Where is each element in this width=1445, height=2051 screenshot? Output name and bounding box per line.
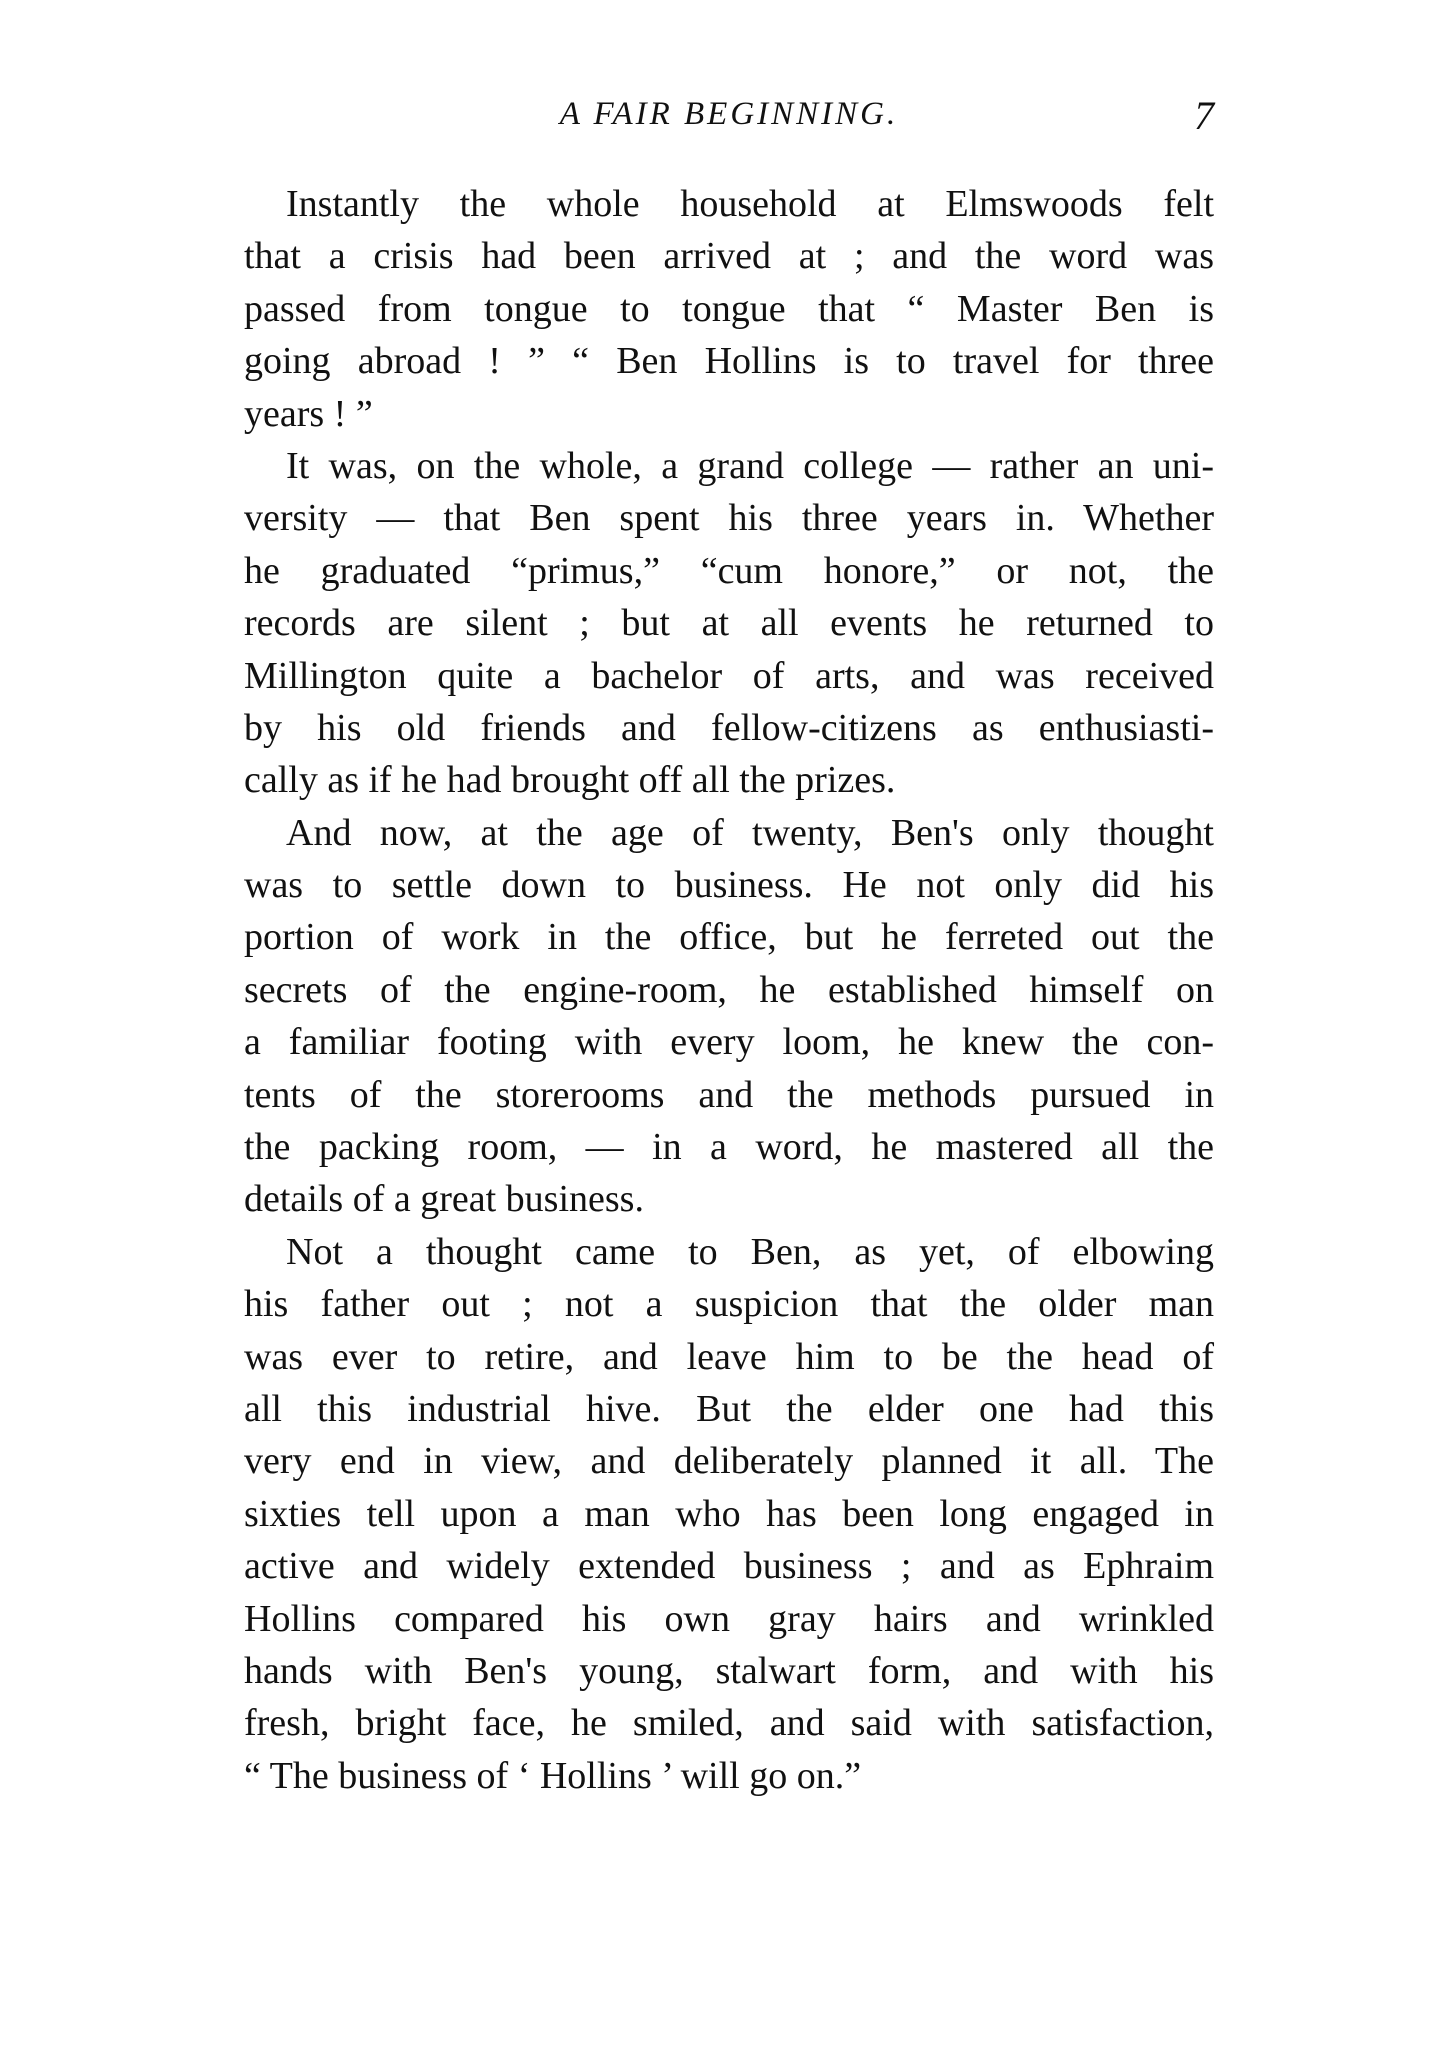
text-line: hands with Ben's young, stalwart form, and with his [244, 1649, 1214, 1692]
text-line: years ! ” [244, 392, 373, 435]
text-line: a familiar footing with every loom, he knew the con- [244, 1021, 1214, 1064]
page-number: 7 [1194, 93, 1214, 138]
text-line: versity — that Ben spent his three years in. Whether [244, 497, 1214, 540]
text-line: by his old friends and fellow-citizens as enthusiasti- [244, 706, 1214, 749]
text-line: that a crisis had been arrived at ; and the word was [244, 235, 1214, 278]
text-line: very end in view, and deliberately planned it all. The [244, 1440, 1214, 1483]
text-line: active and widely extended business ; and as Ephraim [244, 1545, 1214, 1588]
running-title: A FAIR BEGINNING. [559, 96, 899, 132]
text-line: “ The business of ‘ Hollins ’ will go on.” [244, 1754, 862, 1797]
text-line: portion of work in the office, but he ferreted out the [244, 916, 1214, 959]
text-line: Not a thought came to Ben, as yet, of elbowing [286, 1230, 1214, 1273]
text-line: was ever to retire, and leave him to be the head of [244, 1335, 1214, 1378]
text-line: passed from tongue to tongue that “ Master Ben is [244, 287, 1214, 330]
text-line: he graduated “primus,” “cum honore,” or not, the [244, 549, 1214, 592]
text-line: Millington quite a bachelor of arts, and was received [244, 654, 1214, 697]
text-line: all this industrial hive. But the elder one had this [244, 1387, 1214, 1430]
text-line: sixties tell upon a man who has been long engaged in [244, 1492, 1214, 1535]
text-line: was to settle down to business. He not only did his [244, 864, 1214, 907]
text-line: secrets of the engine-room, he established himself on [244, 968, 1214, 1011]
text-line: Hollins compared his own gray hairs and wrinkled [244, 1597, 1214, 1640]
text-line: Instantly the whole household at Elmswoods felt [286, 183, 1214, 225]
text-line: going abroad ! ” “ Ben Hollins is to travel for three [244, 340, 1214, 383]
text-line: And now, at the age of twenty, Ben's only thought [286, 811, 1214, 854]
body-text [244, 178, 1214, 1802]
text-line: tents of the storerooms and the methods pursued in [244, 1073, 1214, 1116]
text-line: his father out ; not a suspicion that the older man [244, 1283, 1214, 1326]
text-line: records are silent ; but at all events he returned to [244, 602, 1214, 645]
text-line: fresh, bright face, he smiled, and said with satisfaction, [244, 1702, 1214, 1745]
text-line: details of a great business. [244, 1178, 644, 1221]
text-line: the packing room, — in a word, he mastered all the [244, 1126, 1214, 1169]
text-line: cally as if he had brought off all the prizes. [244, 759, 896, 802]
text-line: It was, on the whole, a grand college — rather an uni- [286, 444, 1214, 487]
running-head [244, 92, 1214, 142]
